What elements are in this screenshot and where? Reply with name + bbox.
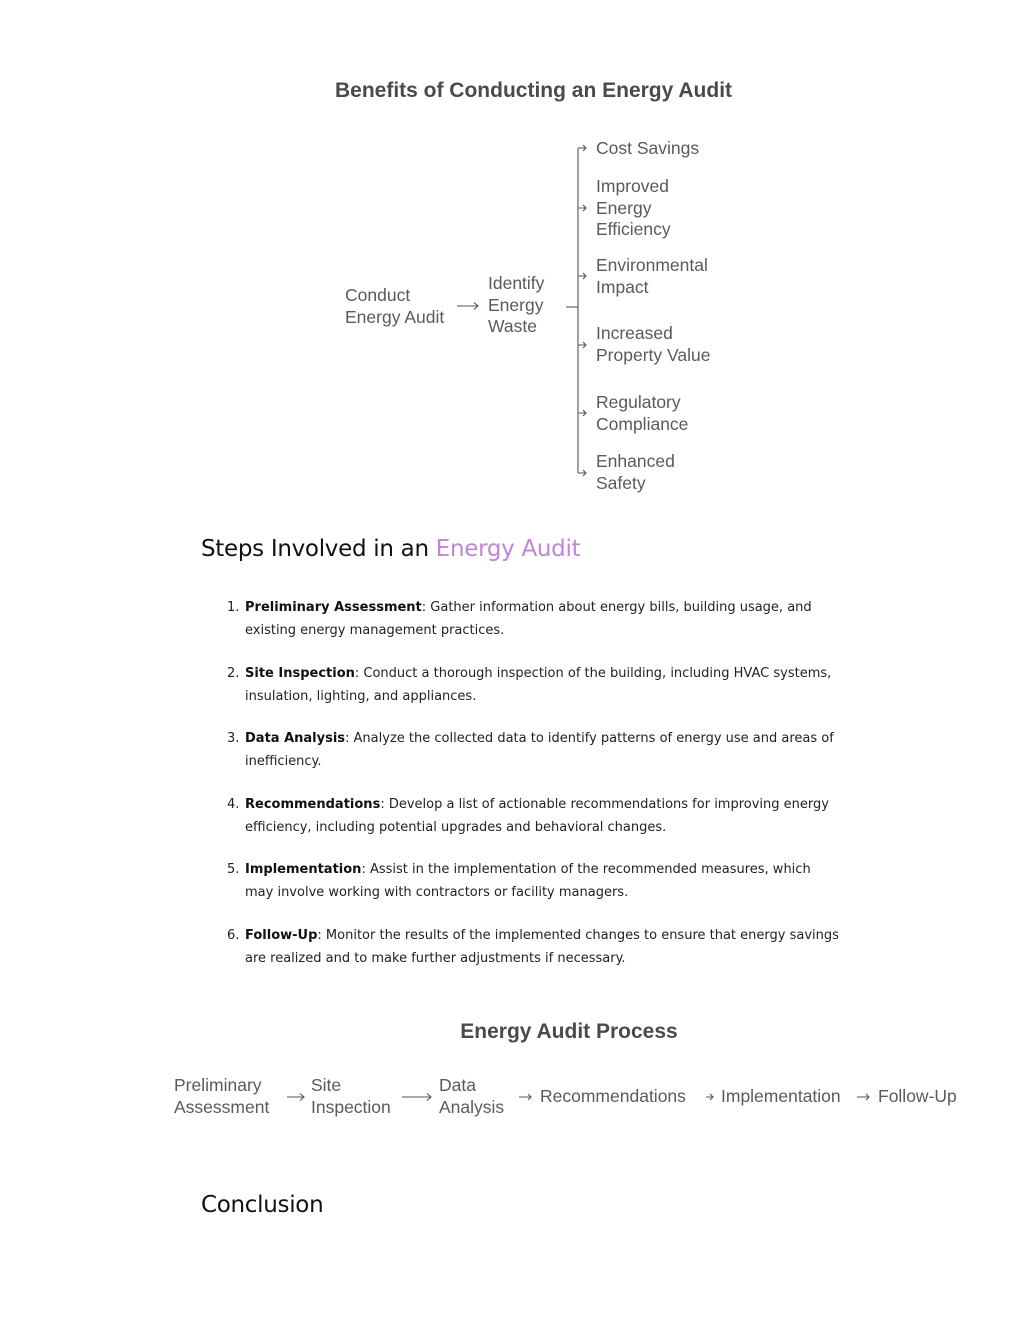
benefit-enhanced-safety: Enhanced Safety xyxy=(596,451,675,493)
process-diagram-title: Energy Audit Process xyxy=(460,1020,678,1043)
process-node-data-analysis: Data Analysis xyxy=(439,1075,505,1117)
node-identify-energy-waste: Identify Energy Waste xyxy=(488,273,545,336)
process-node-recommendations: Recommendations xyxy=(540,1086,686,1106)
benefit-cost-savings: Cost Savings xyxy=(596,138,700,158)
step-text: : Conduct a thorough inspection of the building, including HVAC systems, insulation, lighting, and appliances. xyxy=(245,665,832,704)
step-number: 6. xyxy=(227,927,240,943)
step-title: Recommendations xyxy=(245,796,381,812)
benefit-increased-property-value: Increased Property Value xyxy=(596,323,711,365)
process-arrow-3 xyxy=(519,1094,531,1100)
step-title: Follow-Up xyxy=(245,927,318,943)
step-text: : Develop a list of actionable recommendations for improving energy efficiency, including potential upgrades and behavioral changes. xyxy=(245,796,829,835)
step-title: Site Inspection xyxy=(245,665,355,681)
process-node-implementation: Implementation xyxy=(721,1086,841,1106)
benefit-regulatory-compliance: Regulatory Compliance xyxy=(596,392,689,434)
step-text: : Assist in the implementation of the recommended measures, which may involve working with contractors or facility managers. xyxy=(245,862,811,900)
benefits-diagram-title: Benefits of Conducting an Energy Audit xyxy=(334,79,733,102)
step-number: 5. xyxy=(227,862,240,877)
step-text: : Monitor the results of the implemented changes to ensure that energy savings are realized and to make further adjustments if necessary. xyxy=(245,927,839,966)
step-number: 3. xyxy=(227,731,240,746)
step-text: : Analyze the collected data to identify patterns of energy use and areas of inefficiency. xyxy=(245,731,834,769)
conclusion-heading: Conclusion xyxy=(201,1192,324,1218)
step-number: 2. xyxy=(227,665,240,681)
process-arrow-5 xyxy=(857,1094,869,1100)
process-arrow-2 xyxy=(402,1094,431,1101)
step-title: Implementation xyxy=(245,862,362,877)
step-number: 1. xyxy=(227,600,240,615)
step-title: Data Analysis xyxy=(245,731,346,746)
step-title: Preliminary Assessment xyxy=(245,600,422,615)
process-arrow-4 xyxy=(706,1094,713,1100)
process-arrow-1 xyxy=(287,1094,304,1101)
steps-heading-plain: Steps Involved in an xyxy=(201,536,436,562)
benefit-environmental-impact: Environmental Impact xyxy=(596,255,708,297)
process-node-follow-up: Follow-Up xyxy=(878,1086,957,1106)
node-conduct-energy-audit: Conduct Energy Audit xyxy=(345,285,445,327)
step-text: : Gather information about energy bills, building usage, and existing energy management practices. xyxy=(245,600,812,638)
steps-heading-accent: Energy Audit xyxy=(435,536,581,562)
benefit-improved-energy-efficiency: Improved Energy Efficiency xyxy=(596,176,671,239)
process-node-preliminary-assessment: Preliminary Assessment xyxy=(174,1075,270,1117)
step-number: 4. xyxy=(227,796,240,812)
process-node-site-inspection: Site Inspection xyxy=(311,1075,391,1117)
